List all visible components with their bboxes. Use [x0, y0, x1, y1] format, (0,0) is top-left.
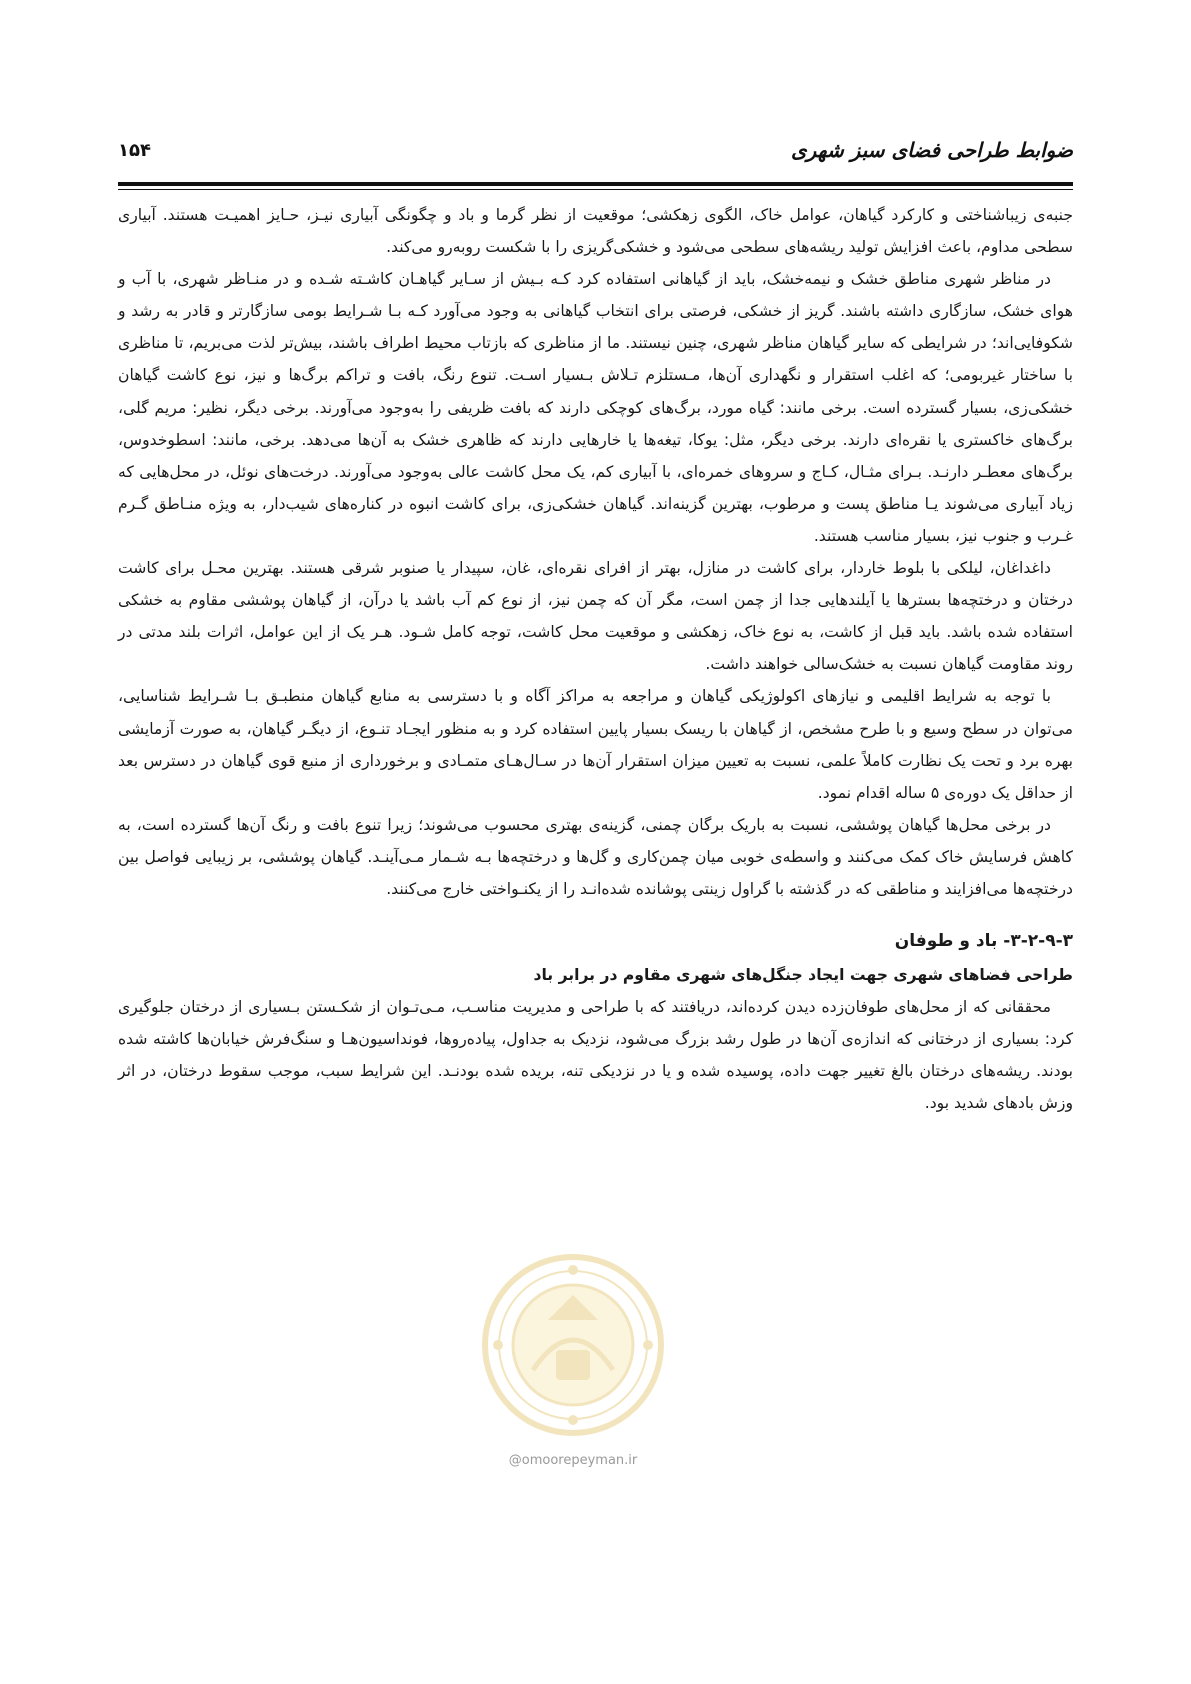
body-text — [118, 199, 1073, 1119]
paragraph-1: جنبه‌ی زیباشناختی و کارکرد گیاهان، عوامل خاک، الگوی زهکشی؛ موقعیت از نظر گرما و باد و چگونگی آبیاری نیـز، حـایز اهمیـت هستند. آبیاری سطحی مداوم، باعث افزایش تولید ریشه‌های سطحی می‌شود و خشکی‌گریزی را با شکست روبه‌رو می‌کند. — [118, 206, 1073, 257]
watermark-url: @omoorepeyman.ir — [508, 1453, 638, 1468]
watermark-seal — [478, 1250, 668, 1440]
paragraph-2: در مناظر شهری مناطق خشک و نیمه‌خشک، باید از گیاهانی استفاده کرد کـه بـیش از سـایر گیاهـان کاشـته شـده و در منـاظر شهری، با آب و هوای خشک، سازگاری داشته باشند. گریز از خشکی، فرصتی برای انتخاب گیاهانی به وجود می‌آورد کـه بـا شـرایط بومی سازگارتر و قادر به رشد و شکوفایی‌اند؛ در شرایطی که سایر گیاهان مناظر شهری، چنین نیستند. ما از مناظری که بازتاب محیط اطراف باشند، بیش‌تر لذت می‌بریم، تا مناظری با ساختار غیربومی؛ که اغلب استقرار و نگهداری آن‌ها، مـستلزم تـلاش بـسیار اسـت. تنوع رنگ، بافت و تراکم برگ‌ها و نیز، نوع کاشت گیاهان خشکی‌زی، بسیار گسترده است. برخی مانند: گیاه مورد، برگ‌های کوچکی دارند که بافت ظریفی را به‌وجود می‌آورند. برخی دیگر، نظیر: مریم گلی، برگ‌های خاکستری یا نقره‌ای دارند. برخی دیگر، مثل: یوکا، تیغه‌ها یا خارهایی دارند که ظاهری خشک به آن‌ها می‌دهد. برخی، مانند: اسطوخدوس، برگ‌های معطـر دارنـد. بـرای مثـال، کـاج و سروهای خمره‌ای، با آبیاری کم، یک محل کاشت عالی به‌وجود می‌آورند. درخت‌های نوئل، در محل‌هایی که زیاد آبیاری می‌شوند یـا مناطق پست و مرطوب، بهترین گزینه‌اند. گیاهان خشکی‌زی، برای کاشت انبوه در کناره‌های شیب‌دار، به ویژه منـاطق گـرم غـرب و جنوب نیز، بسیار مناسب هستند. — [118, 270, 1073, 545]
section-heading: ۳-۲-۹-۳- باد و طوفان — [894, 931, 1073, 952]
page-header — [118, 138, 1073, 178]
header-rule-thick — [118, 182, 1073, 186]
paragraph-3: داغداغان، لیلکی با بلوط خاردار، برای کاشت در منازل، بهتر از افرای نقره‌ای، غان، سپیدار یا صنوبر شرقی هستند. بهترین محـل برای کاشت درختان و درختچه‌ها بسترها یا آیلندهایی جدا از چمن است، مگر آن که چمن نیز، از نوع کم آب باشد یا درآن، از گیاهان پوششی مقاوم به خشکی استفاده شده باشد. باید قبل از کاشت، به نوع خاک، زهکشی و موقعیت محل کاشت، توجه کامل شـود. هـر یک از این عوامل، اثرات بلند مدتی در روند مقاومت گیاهان نسبت به خشک‌سالی خواهند داشت. — [118, 559, 1073, 674]
section-subheading: طراحی فضاهای شهری جهت ایجاد جنگل‌های شهری مقاوم در برابر باد — [533, 966, 1073, 985]
running-title: ضوابط طراحی فضای سبز شهری — [791, 138, 1073, 162]
section-paragraph: محققانی که از محل‌های طوفان‌زده دیدن کرده‌اند، دریافتند که با طراحی و مدیریت مناسـب، مـی‌تـوان از شکـستن بـسیاری از درختان جلوگیری کرد: بسیاری از درختانی که اندازه‌ی آن‌ها در طول رشد بزرگ می‌شود، نزدیک به جداول، پیاده‌روها، فونداسیون‌هـا و سنگ‌فرش خیابان‌ها کاشته شده بودند. ریشه‌های درختان بالغ تغییر جهت داده، پوسیده شده و یا در نزدیکی تنه، بریده شده بودنـد. این شرایط سبب، موجب سقوط درختان، در اثر وزش بادهای شدید بود. — [118, 998, 1073, 1113]
page-number: ۱۵۴ — [118, 140, 151, 161]
paragraph-5: در برخی محل‌ها گیاهان پوششی، نسبت به باریک برگان چمنی، گزینه‌ی بهتری محسوب می‌شوند؛ زیرا تنوع بافت و رنگ آن‌ها گسترده است، به کاهش فرسایش خاک کمک می‌کنند و واسطه‌ی خوبی میان چمن‌کاری و گل‌ها و درختچه‌ها بـه شـمار مـی‌آینـد. گیاهان پوششی، بر زیبایی فواصل بین درختچه‌ها می‌افزایند و مناطقی که در گذشته با گراول زینتی پوشانده شده‌انـد را از یکنـواختی خارج می‌کنند. — [118, 815, 1073, 898]
paragraph-4: با توجه به شرایط اقلیمی و نیازهای اکولوژیکی گیاهان و مراجعه به مراکز آگاه و با دسترسی به منابع گیاهان منطبـق بـا شـرایط شناسایی، می‌توان در سطح وسیع و با طرح مشخص، از گیاهان با ریسک بسیار پایین استفاده کرد و به منظور ایجـاد تنـوع، از دیگـر گیاهان، به صورت آزمایشی بهره برد و تحت یک نظارت کاملاً علمی، نسبت به تعیین میزان استقرار آن‌ها در سـال‌هـای متمـادی و برخورداری از منبع قوی گیاهان در دسترس بعد از حداقل یک دوره‌ی ۵ ساله اقدام نمود. — [118, 687, 1073, 802]
header-rule-thin — [118, 189, 1073, 190]
